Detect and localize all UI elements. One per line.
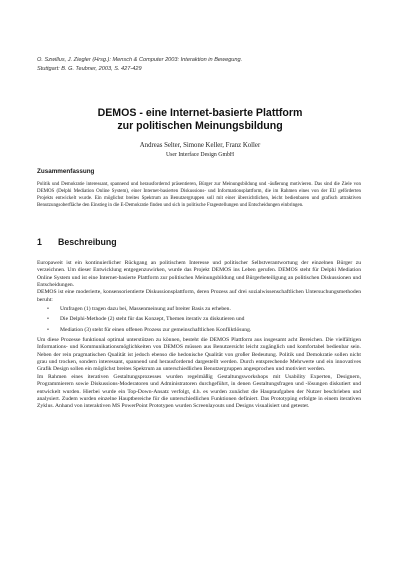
bullet-icon: • [47, 306, 49, 313]
paragraph: Um diese Prozesse funktional optimal unterstützen zu können, besteht die DEMOS Plattform aus insgesamt acht Bereichen. Die vielfältigen Informations- und Kommunikationsmöglichkeiten von DEMOS müssen aus Benutzersicht leicht zugänglich und komfortabel bedienbar sein. Neben der rein pragmatischen Qualität ist jedoch ebenso die hedonische Qualität von großer Bedeutung. Politik und Demokratie sollen nicht grau und trocken, sondern interessant, spannend und herausfordernd dargestellt werden. Durch entsprechende Mehrwerte und ein innovatives Grafik Design sollen ein möglichst breites Spektrum an unterschiedlichen Benutzergruppen angesprochen und motiviert werden. [37, 337, 361, 373]
paragraph: Europaweit ist ein kontinuierlicher Rückgang an politischem Interesse und politischer Selbstverantwortung der einzelnen Bürger zu verzeichnen. Um dieser Entwicklung entgegenzuwirken, wurde das Projekt DEMOS ins Leben gerufen. DEMOS steht für Delphi Mediation Online System und ist eine Internet-basierte Plattform zur politischen Meinungsbildung und Bürgerbeteiligung an politischen Diskussionen und Entscheidungen. [37, 260, 361, 289]
abstract-heading: Zusammenfassung [37, 168, 95, 175]
abstract-text: Politik und Demokratie interessant, spannend und herausfordernd präsentieren, Bürger zur Meinungsbildung und -äußerung motivieren. Das sind die Ziele von DEMOS (Delphi Mediation Online System), einer Internet-basierten Diskussions- und Informationsplattform, die im Rahmen eines von der EU geförderten Projekts entwickelt wurde. Ein möglichst breites Spektrum an Benutzergruppen soll mit einer übersichtlichen, leicht bedienbaren und grafisch attraktiven Benutzungsoberfläche den Einstieg in die E-Demokratie finden und sich in politische Fragestellungen und Entscheidungen einbringen. [37, 182, 361, 208]
authors: Andreas Selter, Simone Keller, Franz Koller [139, 142, 261, 149]
body-text [37, 260, 361, 411]
bullet-icon: • [47, 316, 49, 323]
list-item-text: Mediation (3) steht für einen offenen Prozess zur gemeinschaftlichen Konfliktlösung. [60, 326, 252, 333]
title-line: zur politischen Meinungsbildung [117, 119, 283, 132]
paper-title [40, 107, 360, 132]
bullet-list [37, 306, 361, 334]
paragraph: DEMOS ist eine moderierte, konsensorientierte Diskussionsplattform, deren Prozess auf drei sozialwissenschaftlichen Untersuchungsmethoden beruht: [37, 289, 361, 303]
section-title: Beschreibung [58, 237, 117, 247]
citation-line: Stuttgart: B. G. Teubner, 2003, S. 427-429 [37, 65, 142, 72]
bullet-icon: • [47, 326, 49, 333]
list-item-text: Umfragen (1) tragen dazu bei, Massenmeinung auf breiter Basis zu erheben. [60, 306, 231, 313]
list-item-text: Die Delphi-Methode (2) steht für das Konzept, Themen iterativ zu diskutieren und [60, 316, 245, 323]
section-number: 1 [37, 237, 42, 247]
list-item [47, 316, 361, 323]
citation-header [37, 56, 337, 73]
paragraph: Im Rahmen eines iterativen Gestaltungsprozesses wurden regelmäßig Gestaltungsworkshops mit Usability Experten, Designern, Programmierern sowie Diskussions-Moderatoren und Administratoren durchgeführt, in denen Gestaltungsfragen und -lösungen diskutiert und entwickelt wurden. Hierbei wurde ein Top-Down-Ansatz verfolgt, d.h. es wurden zunächst die Hauptaufgaben der Nutzer beschrieben und analysiert. Zudem wurden einzelne Hauptbereiche für die unterschiedlichen Funktionen definiert. Das Prototyping erfolgte in einem iterativen Zyklus. Anhand von interaktiven MS PowerPoint Prototypen wurden Screenlayouts und Designs visualisiert und getestet. [37, 373, 361, 410]
title-line: DEMOS - eine Internet-basierte Plattform [97, 107, 303, 119]
list-item [47, 327, 361, 334]
list-item [47, 306, 361, 313]
citation-line: O. Szwillus, J. Ziegler (Hrsg.): Mensch & Computer 2003: Interaktion in Bewegung. [37, 57, 243, 63]
section-heading [37, 237, 117, 248]
affiliation: User Interface Design GmbH [165, 152, 235, 158]
